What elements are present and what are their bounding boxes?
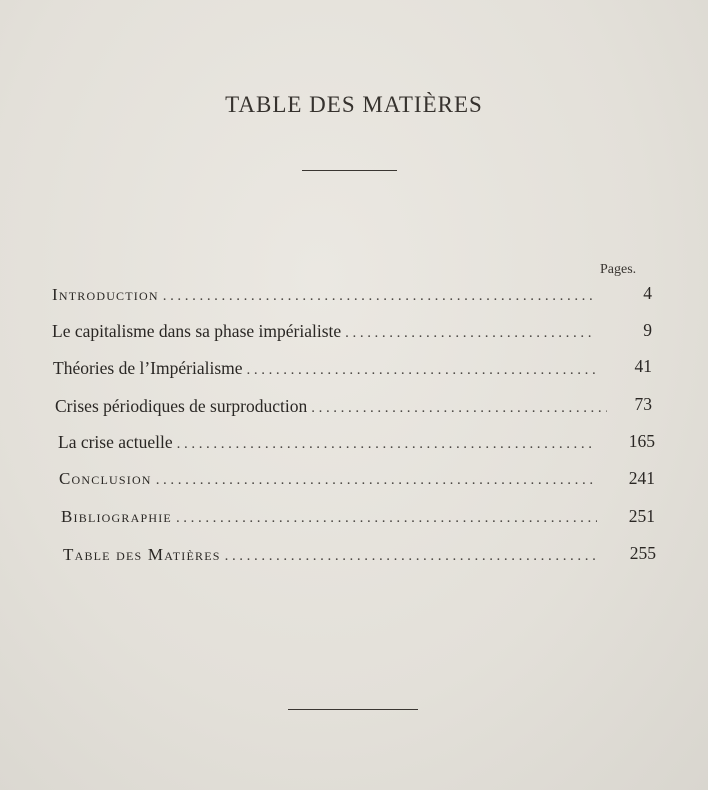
- toc-entry-conclusion: [59, 469, 602, 489]
- toc-leader-dots: [177, 436, 596, 453]
- toc-entry-label: Bibliographie: [61, 507, 172, 526]
- bottom-rule: [288, 709, 418, 710]
- toc-entry-table-des-matieres: [63, 545, 603, 565]
- toc-entry-page: 41: [634, 356, 652, 376]
- toc-entry-label: Théories de l’Impérialisme: [53, 358, 243, 378]
- toc-entry-label: La crise actuelle: [58, 432, 173, 452]
- toc-entry-theories: [53, 358, 601, 379]
- toc-entry-crises: [55, 396, 613, 417]
- title-rule: [302, 170, 397, 171]
- toc-entry-page: 251: [628, 506, 655, 526]
- toc-leader-dots: [311, 400, 607, 417]
- toc-entry-bibliographie: [61, 507, 603, 527]
- toc-entry-introduction: [52, 285, 600, 305]
- toc-entry-label: Table des Matières: [63, 545, 221, 564]
- pages-column-label: Pages.: [600, 262, 637, 277]
- toc-leader-dots: [163, 288, 594, 305]
- toc-entry-capitalisme: [52, 321, 600, 342]
- page-title: TABLE DES MATIÈRES: [225, 92, 483, 117]
- toc-leader-dots: [247, 362, 595, 379]
- toc-entry-page: 165: [628, 431, 655, 451]
- toc-entry-label: Crises périodiques de surproduction: [55, 396, 308, 416]
- toc-entry-page: 4: [643, 283, 652, 303]
- toc-entry-page: 9: [643, 320, 652, 340]
- toc-entry-label: Conclusion: [59, 469, 152, 488]
- toc-entry-page: 255: [629, 543, 656, 563]
- toc-leader-dots: [225, 548, 597, 565]
- toc-leader-dots: [345, 325, 594, 342]
- toc-leader-dots: [176, 510, 597, 527]
- toc-leader-dots: [156, 472, 596, 489]
- toc-entry-page: 73: [634, 394, 652, 414]
- toc-entry-crise-actuelle: [58, 432, 602, 453]
- toc-entry-page: 241: [628, 468, 655, 488]
- toc-entry-label: Introduction: [52, 285, 159, 304]
- toc-entry-label: Le capitalisme dans sa phase impérialiste: [52, 321, 342, 341]
